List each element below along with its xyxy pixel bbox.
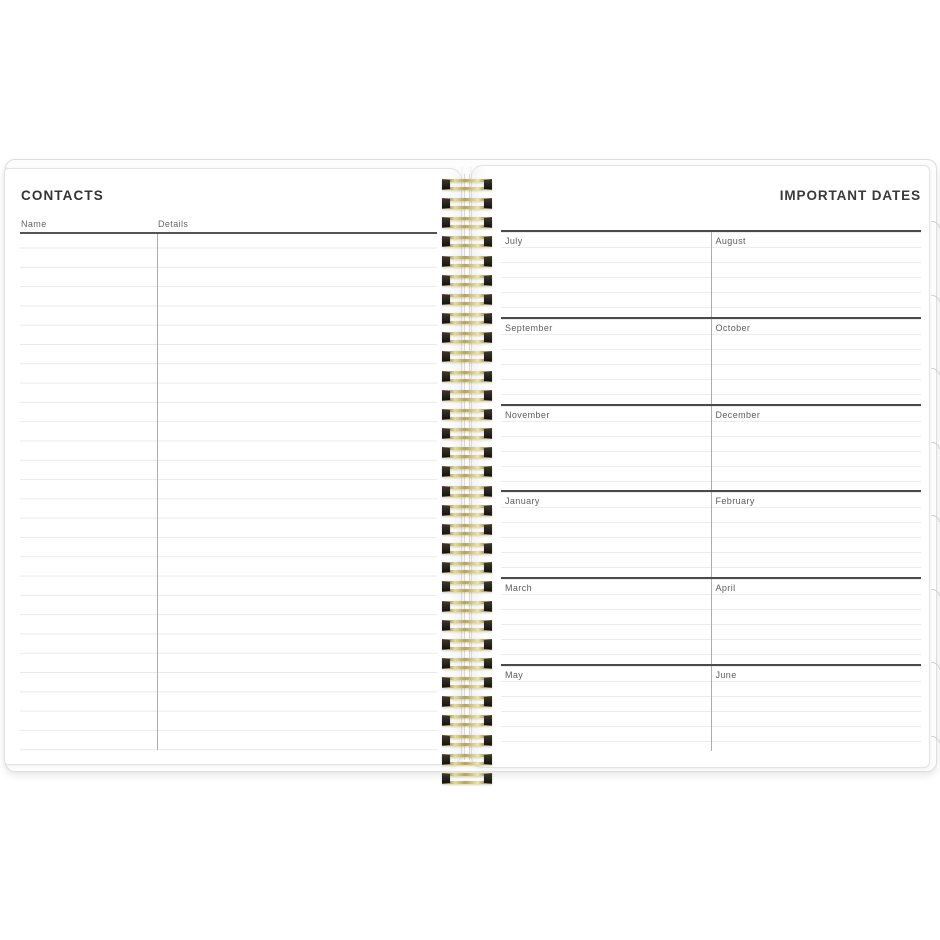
month-label: October — [715, 322, 751, 333]
month-label: April — [715, 583, 736, 594]
spiral-coil — [442, 371, 492, 382]
spiral-coil — [442, 179, 492, 190]
spiral-coil — [442, 601, 492, 612]
month-label: May — [505, 670, 524, 681]
spiral-coil — [442, 562, 492, 573]
month-cell — [501, 579, 711, 664]
spiral-coil — [442, 236, 492, 247]
month-label: July — [505, 236, 523, 246]
important-dates-title: IMPORTANT DATES — [779, 188, 921, 203]
spiral-coil — [442, 332, 492, 343]
month-cell — [501, 492, 711, 577]
spiral-coil — [442, 428, 492, 439]
month-label: November — [505, 409, 550, 420]
month-cell — [501, 666, 711, 751]
month-row — [501, 664, 921, 751]
month-label: August — [715, 236, 746, 246]
month-row — [501, 317, 921, 404]
name-column-header: Name — [21, 219, 47, 229]
spiral-coil — [442, 256, 492, 267]
spiral-coil — [442, 581, 492, 592]
spiral-coil — [442, 486, 492, 497]
month-row — [501, 230, 921, 317]
spiral-coil — [442, 658, 492, 669]
spiral-coil — [442, 543, 492, 554]
month-label: February — [715, 496, 755, 507]
spiral-coil — [442, 620, 492, 631]
month-cell — [711, 406, 922, 491]
month-label: March — [505, 583, 533, 594]
spiral-coil — [442, 294, 492, 305]
month-cell — [711, 579, 922, 664]
contacts-title: CONTACTS — [21, 188, 104, 203]
spiral-coil — [442, 505, 492, 516]
month-label: January — [505, 496, 540, 507]
contacts-column-divider — [157, 234, 158, 750]
month-cell — [711, 492, 922, 577]
details-column-header: Details — [158, 219, 189, 229]
spiral-coil — [442, 696, 492, 707]
month-cell — [501, 406, 711, 491]
spiral-coil — [442, 735, 492, 746]
month-label: June — [715, 670, 737, 681]
spiral-coil — [442, 275, 492, 286]
month-grid — [501, 230, 921, 751]
contacts-ruled-lines — [20, 232, 437, 754]
month-cell — [501, 232, 711, 317]
spiral-coil — [442, 715, 492, 726]
spiral-coil — [442, 409, 492, 420]
month-row — [501, 577, 921, 664]
month-cell — [711, 319, 922, 404]
spiral-coil — [442, 524, 492, 535]
month-row — [501, 490, 921, 577]
spiral-coil — [442, 217, 492, 228]
month-cell — [711, 666, 922, 751]
spiral-coil — [442, 351, 492, 362]
spiral-coil — [442, 639, 492, 650]
month-row — [501, 404, 921, 491]
spiral-coil — [442, 390, 492, 401]
spiral-coil — [442, 313, 492, 324]
month-label: December — [715, 409, 761, 420]
spiral-coil — [442, 773, 492, 784]
month-label: September — [505, 322, 553, 333]
month-cell — [711, 232, 922, 317]
spiral-coil — [442, 466, 492, 477]
spiral-coil — [442, 447, 492, 458]
spiral-coil — [442, 677, 492, 688]
spiral-coil — [442, 754, 492, 765]
month-cell — [501, 319, 711, 404]
spiral-coil — [442, 198, 492, 209]
